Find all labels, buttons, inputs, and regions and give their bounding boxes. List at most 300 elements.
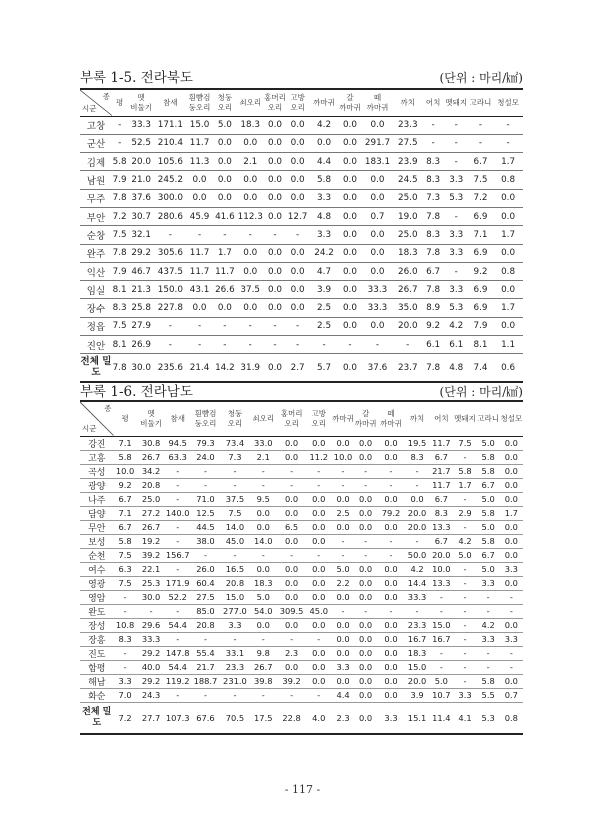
density-cell: - xyxy=(415,480,419,490)
density-cell: - xyxy=(463,634,467,644)
density-cell: 5.8 xyxy=(118,536,132,546)
density-cell: 0.0 xyxy=(384,690,398,700)
density-cell: 0.0 xyxy=(290,120,305,131)
density-cell: 0.0 xyxy=(256,508,270,518)
density-cell: 19.2 xyxy=(141,536,161,546)
region-name: 담양 xyxy=(88,509,106,520)
column-header: 고방 오리 xyxy=(311,409,327,428)
density-cell: 0.0 xyxy=(504,466,518,476)
density-cell: 16.5 xyxy=(225,564,245,574)
region-name: 익산 xyxy=(86,267,106,279)
density-cell: 2.5 xyxy=(317,303,332,314)
density-cell: 7.8 xyxy=(426,211,441,222)
density-cell: - xyxy=(168,229,172,240)
density-cell: 7.9 xyxy=(112,175,127,186)
density-cell: 0.8 xyxy=(501,266,516,277)
density-cell: 0.0 xyxy=(370,120,385,131)
density-cell: 11.7 xyxy=(215,266,235,277)
density-cell: 0.0 xyxy=(290,266,305,277)
density-cell: 0.0 xyxy=(268,138,283,149)
density-cell: - xyxy=(341,550,345,560)
column-header: 평 xyxy=(116,98,124,107)
column-header: 멧 비둘기 xyxy=(130,93,153,112)
density-cell: 30.0 xyxy=(131,362,151,373)
column-header: 쇠오리 xyxy=(239,98,262,107)
density-cell: 1.7 xyxy=(504,508,518,518)
density-cell: - xyxy=(389,606,393,616)
density-cell: - xyxy=(364,466,368,476)
density-cell: 21.0 xyxy=(131,175,151,186)
diagonal-header-cell xyxy=(80,401,114,436)
density-cell: 7.5 xyxy=(458,438,472,448)
density-cell: 37.5 xyxy=(225,494,245,504)
column-header: 까마귀 xyxy=(313,98,335,107)
column-header: 청설모 xyxy=(497,98,519,107)
table-row xyxy=(80,450,523,464)
density-cell: - xyxy=(149,606,153,616)
density-cell: - xyxy=(233,550,237,560)
density-cell: 19.0 xyxy=(397,211,418,222)
density-cell: - xyxy=(261,466,265,476)
density-cell: 60.4 xyxy=(196,578,215,588)
density-cell: 4.2 xyxy=(449,321,464,332)
table-row xyxy=(80,317,523,335)
density-cell: 16.7 xyxy=(407,634,427,644)
density-cell: 171.9 xyxy=(165,578,190,588)
density-cell: 4.4 xyxy=(336,690,350,700)
density-cell: 20.0 xyxy=(407,522,427,532)
density-cell: 39.2 xyxy=(282,676,301,686)
density-cell: 24.2 xyxy=(314,248,334,259)
column-header: 참새 xyxy=(170,414,185,423)
density-cell: - xyxy=(509,592,513,602)
density-cell: 171.1 xyxy=(157,120,183,131)
density-cell: 0.0 xyxy=(284,452,299,462)
density-cell: 4.7 xyxy=(317,266,332,277)
density-cell: - xyxy=(317,550,321,560)
table-row xyxy=(80,464,523,478)
density-cell: 0.0 xyxy=(243,193,258,204)
density-cell: 0.0 xyxy=(312,662,326,672)
density-cell: 85.0 xyxy=(196,606,215,616)
density-cell: - xyxy=(478,120,483,131)
density-cell: - xyxy=(290,466,294,476)
density-cell: 0.0 xyxy=(504,620,518,630)
density-cell: - xyxy=(176,522,180,532)
region-name: 보성 xyxy=(88,537,106,548)
density-cell: 0.0 xyxy=(358,508,373,518)
density-cell: - xyxy=(341,480,345,490)
density-cell: 0.0 xyxy=(192,193,207,204)
density-cell: 0.0 xyxy=(501,321,516,332)
density-cell: 2.2 xyxy=(336,578,350,588)
density-cell: - xyxy=(176,606,180,616)
density-cell: 2.9 xyxy=(458,508,472,518)
density-cell: 0.0 xyxy=(192,175,207,186)
table-row xyxy=(80,436,523,450)
density-cell: 280.6 xyxy=(157,211,183,222)
density-cell: - xyxy=(439,648,443,658)
density-cell: 0.0 xyxy=(504,550,518,560)
density-cell: 3.3 xyxy=(481,578,495,588)
density-cell: 0.0 xyxy=(358,690,373,700)
density-cell: 0.0 xyxy=(217,303,232,314)
density-cell: 0.0 xyxy=(312,648,326,658)
column-header: 청설모 xyxy=(500,414,523,423)
density-cell: 0.0 xyxy=(504,676,518,686)
density-cell: 37.6 xyxy=(367,362,388,373)
density-cell: 150.0 xyxy=(157,284,183,295)
region-name: 진도 xyxy=(88,649,106,660)
density-cell: 0.0 xyxy=(504,452,518,462)
density-cell: - xyxy=(296,229,300,240)
density-cell: - xyxy=(439,662,443,672)
region-name: 전체 밀도 xyxy=(80,356,112,378)
density-cell: 16.7 xyxy=(432,634,451,644)
density-cell: 0.0 xyxy=(384,648,398,658)
density-cell: - xyxy=(463,522,467,532)
density-cell: 8.3 xyxy=(426,175,441,186)
density-cell: - xyxy=(439,606,443,616)
density-cell: - xyxy=(509,606,513,616)
density-cell: - xyxy=(123,648,127,658)
density-cell: 5.8 xyxy=(481,466,495,476)
density-cell: 0.0 xyxy=(268,156,283,167)
density-cell: - xyxy=(364,606,368,616)
density-cell: 183.1 xyxy=(364,156,391,167)
density-cell: - xyxy=(203,480,207,490)
density-cell: 22.1 xyxy=(141,564,161,574)
density-cell: 6.3 xyxy=(118,564,132,574)
density-cell: - xyxy=(273,339,277,350)
density-cell: 7.5 xyxy=(118,578,132,588)
density-cell: 7.9 xyxy=(473,321,488,332)
density-cell: - xyxy=(431,120,435,131)
region-name: 임실 xyxy=(86,285,106,297)
density-cell: 0.0 xyxy=(290,175,305,186)
density-cell: 39.8 xyxy=(254,676,273,686)
density-cell: 5.0 xyxy=(217,120,232,131)
table-row xyxy=(80,207,523,225)
density-cell: 4.2 xyxy=(317,120,332,131)
density-cell: 0.0 xyxy=(284,592,299,602)
density-cell: - xyxy=(463,592,467,602)
density-cell: - xyxy=(203,466,207,476)
density-cell: 0.0 xyxy=(384,578,398,588)
density-cell: 4.0 xyxy=(312,712,326,723)
density-cell: 10.0 xyxy=(115,466,135,476)
density-cell: - xyxy=(290,690,294,700)
density-cell: 0.0 xyxy=(384,634,398,644)
density-cell: 6.7 xyxy=(118,494,132,504)
column-header: 멧 비둘기 xyxy=(140,409,162,428)
density-cell: 33.3 xyxy=(367,303,388,314)
density-cell: - xyxy=(176,536,180,546)
density-cell: 79.3 xyxy=(196,438,215,448)
density-cell: 26.0 xyxy=(196,564,215,574)
density-cell: 33.3 xyxy=(407,592,427,602)
column-header: 참새 xyxy=(163,98,178,107)
density-cell: 21.4 xyxy=(189,362,210,373)
page-number: - 117 - xyxy=(284,783,321,796)
density-cell: 20.8 xyxy=(141,480,161,490)
table-row xyxy=(80,153,523,171)
density-cell: 33.3 xyxy=(141,634,161,644)
density-cell: 29.2 xyxy=(131,248,151,259)
density-cell: 0.0 xyxy=(342,193,357,204)
density-cell: - xyxy=(317,466,321,476)
density-cell: 43.1 xyxy=(189,284,210,295)
table-row xyxy=(80,506,523,520)
density-cell: 30.0 xyxy=(141,592,161,602)
density-cell: 0.0 xyxy=(358,438,373,448)
density-cell: 0.0 xyxy=(358,712,373,723)
region-name: 장흥 xyxy=(88,635,106,646)
density-cell: 7.9 xyxy=(112,266,127,277)
density-cell: 7.3 xyxy=(228,452,242,462)
density-cell: 14.2 xyxy=(215,362,235,373)
density-cell: - xyxy=(375,339,380,350)
density-cell: 6.9 xyxy=(473,303,488,314)
density-cell: 4.2 xyxy=(481,620,495,630)
density-cell: 3.3 xyxy=(317,193,332,204)
density-cell: 0.0 xyxy=(290,138,305,149)
density-cell: 8.3 xyxy=(426,156,441,167)
region-name: 순천 xyxy=(88,551,106,562)
density-cell: 0.0 xyxy=(358,648,373,658)
region-name: 무안 xyxy=(88,523,106,534)
density-cell: - xyxy=(261,480,265,490)
density-cell: 33.3 xyxy=(131,120,151,131)
diag-region-label: 시군 xyxy=(82,104,97,113)
density-cell: 32.1 xyxy=(131,229,151,240)
density-cell: 79.2 xyxy=(381,508,401,518)
density-cell: 7.8 xyxy=(426,248,441,259)
table-row xyxy=(80,702,523,734)
density-cell: 0.0 xyxy=(358,676,373,686)
section-jeonbuk xyxy=(80,66,523,383)
region-name: 남원 xyxy=(86,176,106,188)
density-cell: 1.1 xyxy=(501,339,516,350)
density-cell: 3.3 xyxy=(449,175,464,186)
density-cell: 0.0 xyxy=(284,564,299,574)
density-cell: 0.0 xyxy=(290,303,305,314)
density-cell: 140.0 xyxy=(165,508,190,518)
density-cell: - xyxy=(439,592,443,602)
density-cell: 45.9 xyxy=(189,211,210,222)
density-cell: 0.0 xyxy=(268,248,283,259)
density-cell: 0.0 xyxy=(504,480,518,490)
density-cell: 0.0 xyxy=(312,508,326,518)
density-cell: 107.3 xyxy=(165,712,190,723)
diagonal-header-cell xyxy=(80,89,112,116)
density-cell: 27.9 xyxy=(131,321,151,332)
density-cell: 26.0 xyxy=(397,266,418,277)
density-cell: 0.7 xyxy=(370,211,385,222)
diag-region-label: 시군 xyxy=(82,424,97,433)
density-cell: 70.5 xyxy=(225,712,245,723)
density-cell: - xyxy=(454,138,458,149)
density-cell: 5.3 xyxy=(481,712,495,723)
density-cell: 5.0 xyxy=(481,522,495,532)
density-cell: - xyxy=(290,634,294,644)
density-cell: - xyxy=(486,592,490,602)
density-cell: 7.8 xyxy=(426,362,441,373)
density-cell: 26.6 xyxy=(215,284,235,295)
density-cell: - xyxy=(223,229,227,240)
density-cell: 6.7 xyxy=(434,536,448,546)
density-cell: - xyxy=(454,156,458,167)
density-cell: 20.0 xyxy=(131,156,151,167)
density-cell: 45.0 xyxy=(309,606,328,616)
density-cell: 210.4 xyxy=(157,138,183,149)
density-cell: 0.0 xyxy=(342,362,357,373)
column-header: 떼 까마귀 xyxy=(380,409,402,428)
density-cell: 23.3 xyxy=(225,662,245,672)
density-cell: - xyxy=(454,211,458,222)
density-cell: 0.0 xyxy=(501,284,516,295)
density-cell: 8.3 xyxy=(434,508,448,518)
density-cell: 0.0 xyxy=(410,494,424,504)
density-cell: 0.0 xyxy=(336,592,350,602)
density-cell: - xyxy=(341,606,345,616)
column-header: 까치 xyxy=(400,98,416,107)
density-cell: 7.2 xyxy=(118,712,132,723)
density-cell: 15.0 xyxy=(432,620,451,630)
region-name: 무주 xyxy=(86,194,106,206)
density-cell: 5.7 xyxy=(317,362,332,373)
density-cell: 0.0 xyxy=(312,578,326,588)
density-cell: 39.2 xyxy=(141,550,161,560)
density-cell: 8.1 xyxy=(112,284,127,295)
density-cell: 0.0 xyxy=(504,522,518,532)
table5 xyxy=(80,88,523,383)
region-name: 나주 xyxy=(88,495,106,506)
density-cell: 3.3 xyxy=(449,229,464,240)
density-cell: 0.0 xyxy=(217,138,232,149)
density-cell: 10.8 xyxy=(115,620,135,630)
density-cell: 45.0 xyxy=(225,536,245,546)
density-cell: 3.3 xyxy=(317,229,332,240)
region-name: 함평 xyxy=(88,663,106,674)
density-cell: 10.7 xyxy=(432,690,451,700)
region-name: 영암 xyxy=(88,593,106,604)
density-cell: 4.8 xyxy=(449,362,464,373)
density-cell: 8.3 xyxy=(112,303,127,314)
density-cell: 9.2 xyxy=(118,480,132,490)
density-cell: 309.5 xyxy=(279,606,304,616)
density-cell: 35.0 xyxy=(397,303,418,314)
density-cell: 0.0 xyxy=(370,321,385,332)
density-cell: - xyxy=(341,536,345,546)
column-header: 흰뺨검 둥오리 xyxy=(194,409,217,428)
density-cell: 2.5 xyxy=(317,321,332,332)
density-cell: - xyxy=(415,536,419,546)
density-cell: 7.5 xyxy=(112,229,127,240)
density-cell: 26.7 xyxy=(141,452,161,462)
density-cell: 27.5 xyxy=(196,592,215,602)
density-cell: - xyxy=(290,550,294,560)
density-cell: 227.8 xyxy=(157,303,183,314)
density-cell: 15.0 xyxy=(225,592,245,602)
density-cell: 0.0 xyxy=(312,438,326,448)
density-cell: 0.0 xyxy=(358,522,373,532)
density-cell: 20.0 xyxy=(407,508,427,518)
density-cell: 7.5 xyxy=(473,175,488,186)
density-cell: 46.7 xyxy=(131,266,151,277)
density-cell: 0.0 xyxy=(268,193,283,204)
density-cell: 2.5 xyxy=(336,508,350,518)
density-cell: - xyxy=(176,690,180,700)
density-cell: 9.2 xyxy=(426,321,441,332)
density-cell: 19.5 xyxy=(407,438,427,448)
density-cell: 1.7 xyxy=(458,480,472,490)
density-cell: 5.0 xyxy=(256,592,270,602)
density-cell: 0.0 xyxy=(370,248,385,259)
density-cell: - xyxy=(118,120,122,131)
density-cell: 5.8 xyxy=(317,175,332,186)
density-cell: 41.6 xyxy=(215,211,235,222)
density-cell: - xyxy=(463,620,467,630)
density-cell: 0.0 xyxy=(284,578,299,588)
density-cell: 21.3 xyxy=(131,284,151,295)
table-row xyxy=(80,189,523,207)
density-cell: 18.3 xyxy=(397,248,418,259)
density-cell: 4.2 xyxy=(458,536,472,546)
density-cell: 0.0 xyxy=(284,438,299,448)
table5-title: 부록 1-5. 전라북도 xyxy=(80,70,193,86)
density-cell: 235.6 xyxy=(157,362,183,373)
density-cell: 9.8 xyxy=(256,648,270,658)
column-header: 평 xyxy=(121,414,129,423)
region-name: 곡성 xyxy=(88,467,106,478)
density-cell: 0.0 xyxy=(336,648,350,658)
density-cell: 38.0 xyxy=(196,536,215,546)
density-cell: 7.8 xyxy=(112,193,127,204)
density-cell: - xyxy=(317,480,321,490)
density-cell: 7.2 xyxy=(473,193,488,204)
region-name: 강진 xyxy=(88,439,106,450)
density-cell: - xyxy=(197,321,202,332)
density-cell: 6.7 xyxy=(481,550,495,560)
region-name: 완도 xyxy=(88,607,106,618)
density-cell: - xyxy=(454,120,458,131)
density-cell: 54.0 xyxy=(254,606,273,616)
density-cell: - xyxy=(168,321,172,332)
density-cell: 0.0 xyxy=(284,620,299,630)
density-cell: 0.0 xyxy=(268,362,283,373)
region-name: 순창 xyxy=(86,230,106,242)
density-cell: 23.7 xyxy=(397,362,418,373)
density-cell: 24.0 xyxy=(196,452,215,462)
density-cell: 2.1 xyxy=(243,156,258,167)
table-row xyxy=(80,336,523,354)
density-cell: 7.8 xyxy=(426,284,441,295)
density-cell: 7.8 xyxy=(112,362,127,373)
density-cell: 6.9 xyxy=(473,211,488,222)
density-cell: 0.0 xyxy=(192,303,207,314)
table-row xyxy=(80,520,523,534)
density-cell: 8.3 xyxy=(118,634,132,644)
density-cell: - xyxy=(197,229,202,240)
density-cell: 0.0 xyxy=(217,193,232,204)
density-cell: 7.5 xyxy=(118,550,132,560)
density-cell: - xyxy=(248,339,252,350)
density-cell: 44.5 xyxy=(196,522,215,532)
density-cell: 0.8 xyxy=(501,175,516,186)
density-cell: 7.0 xyxy=(118,690,132,700)
density-cell: - xyxy=(273,229,277,240)
